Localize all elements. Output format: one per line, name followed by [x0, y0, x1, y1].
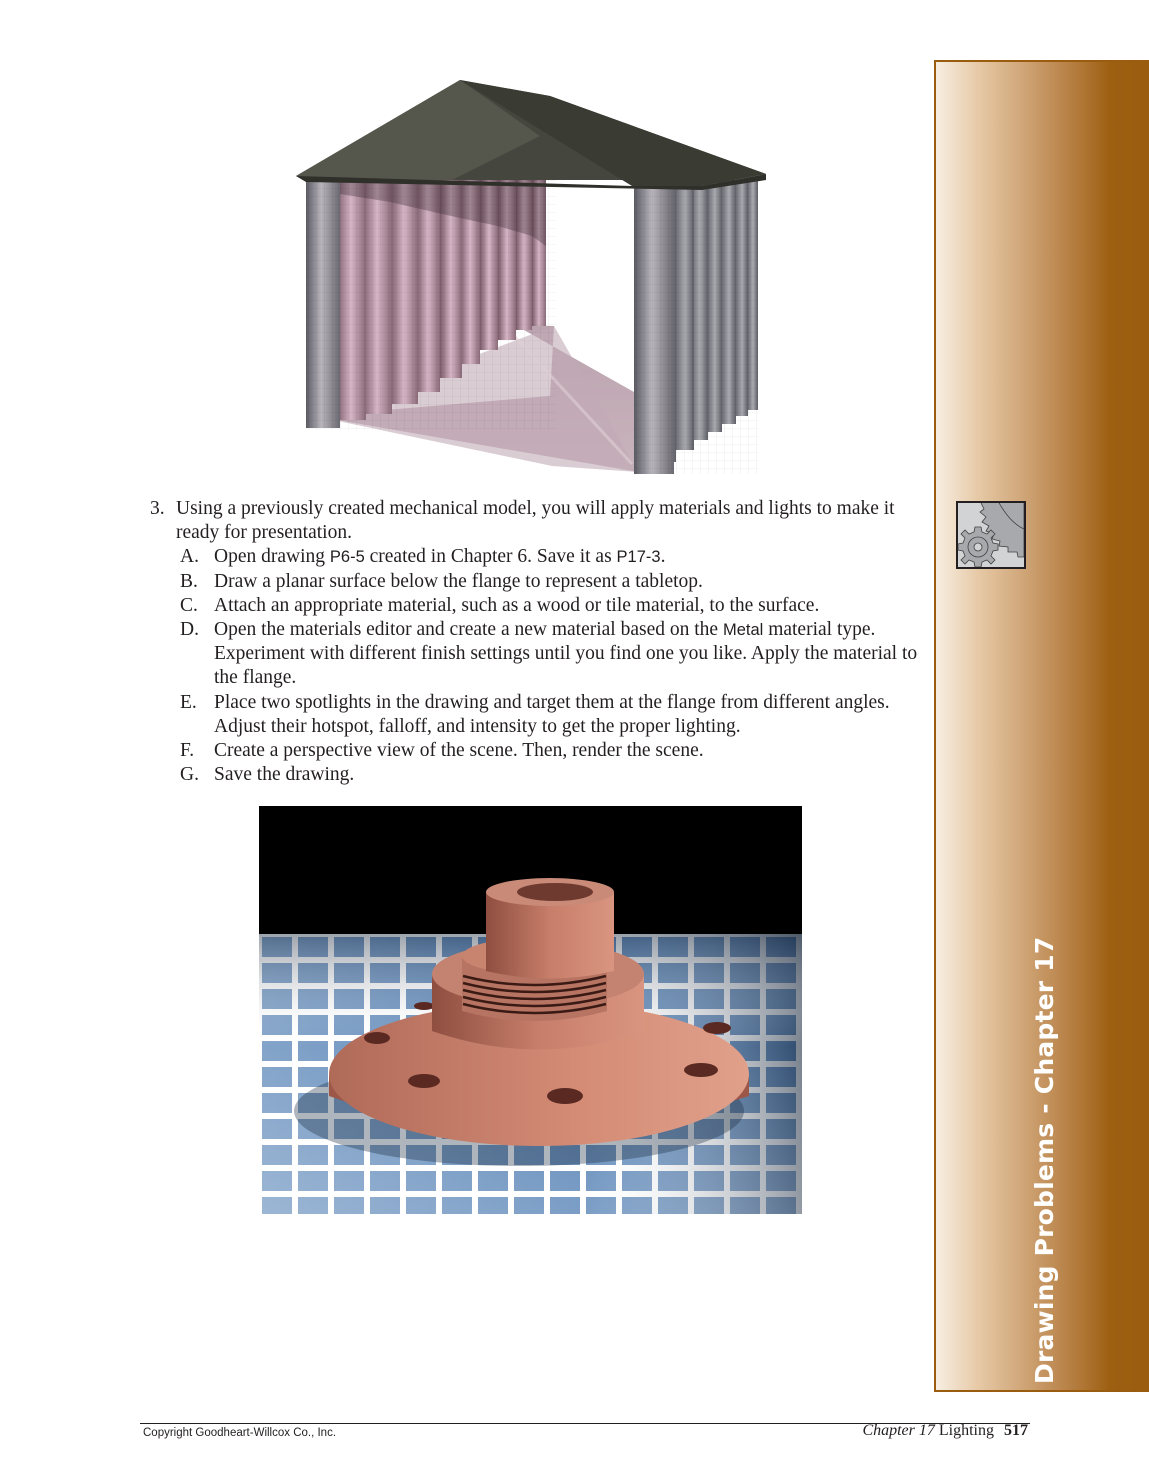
- step-a: A. Open drawing P6-5 created in Chapter 6. Save it as P17-3.: [180, 546, 666, 568]
- running-footer: [862, 1422, 1028, 1440]
- gears-icon: [956, 501, 1026, 569]
- footer-title: Lighting: [938, 1422, 994, 1439]
- step-f: F. Create a perspective view of the scene. Then, render the scene.: [180, 740, 704, 762]
- footer-chapter: Chapter 17: [862, 1422, 935, 1439]
- drawing-name-p17-3: P17-3: [616, 548, 661, 567]
- step-d: D. Open the materials editor and create a new material based on the Metal material type. Experiment with different finish settings until you find one you like. Apply the material to the flange.: [180, 619, 918, 689]
- problem-number: 3.: [150, 498, 165, 519]
- problem-intro: Using a previously created mechanical model, you will apply materials and lights to make it ready for presentation.: [176, 498, 895, 544]
- page-number: 517: [1004, 1422, 1028, 1439]
- problem-steps: [150, 545, 930, 787]
- step-c: C. Attach an appropriate material, such as a wood or tile material, to the surface.: [180, 594, 820, 616]
- side-tab-label: Drawing Problems - Chapter 17: [1030, 936, 1059, 1384]
- material-type-metal: Metal: [722, 621, 764, 640]
- flange-render-figure: [259, 806, 802, 1214]
- drawing-problem-3: [150, 497, 930, 787]
- step-b: B. Draw a planar surface below the flange to represent a tabletop.: [180, 570, 703, 592]
- step-e: E. Place two spotlights in the drawing and target them at the flange from different angles. Adjust their hotspot, falloff, and intensity to get the proper lighting.: [180, 691, 890, 737]
- step-g: G. Save the drawing.: [180, 764, 355, 786]
- copyright-notice: Copyright Goodheart-Willcox Co., Inc.: [143, 1427, 337, 1439]
- temple-render-figure: [292, 76, 772, 476]
- drawing-name-p6-5: P6-5: [329, 548, 365, 567]
